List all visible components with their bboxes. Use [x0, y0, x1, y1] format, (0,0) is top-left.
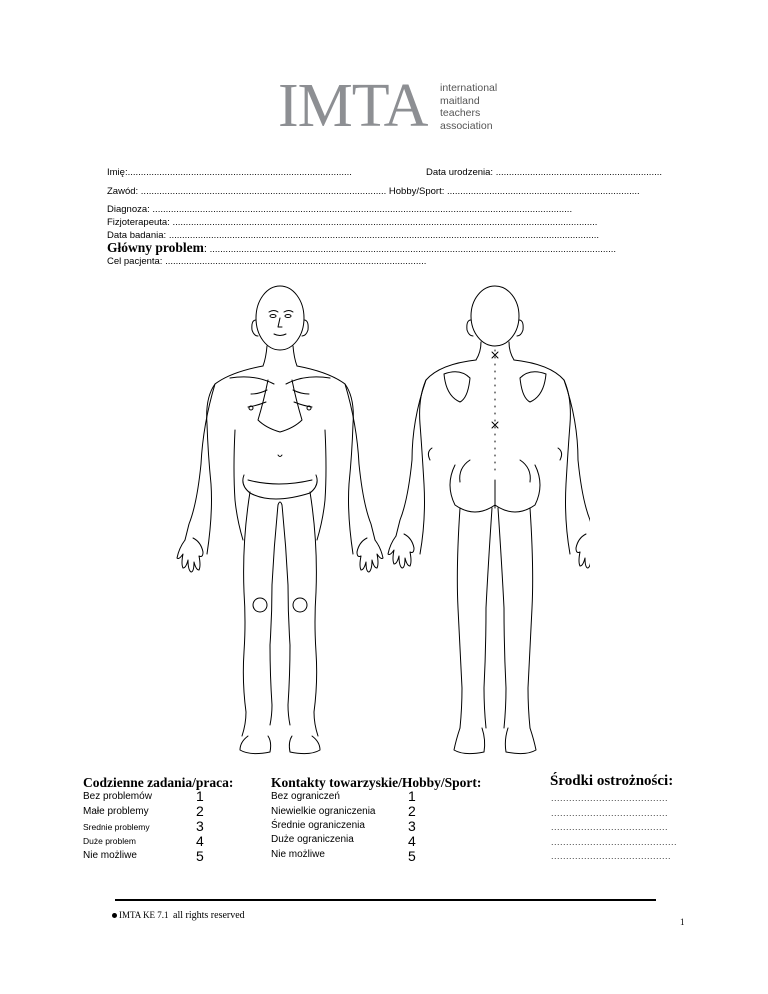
daily-score-5[interactable]: 5 — [196, 848, 204, 864]
occupation-row — [107, 186, 640, 198]
social-score-4[interactable]: 4 — [408, 833, 416, 849]
precaution-field[interactable]: .......................................... — [551, 837, 678, 847]
physio-row — [107, 217, 597, 229]
social-score-5[interactable]: 5 — [408, 848, 416, 864]
diagnosis-row — [107, 204, 572, 216]
precautions-title: Środki ostrożności: — [550, 773, 674, 789]
daily-row-label: Nie możliwe — [83, 850, 137, 861]
precaution-field[interactable]: ....................................... — [551, 822, 669, 832]
body-chart[interactable] — [170, 280, 590, 760]
page-number: 1 — [680, 917, 685, 927]
occupation-field[interactable]: ............................................................................................. — [140, 186, 387, 197]
exam-date-label: Data badania: — [107, 230, 167, 241]
exam-date-field[interactable]: ................................................................................................................................................................... — [168, 230, 600, 241]
daily-score-2[interactable]: 2 — [196, 803, 204, 819]
social-row-label: Niewielkie ograniczenia — [271, 806, 376, 817]
logo-subtitle — [440, 82, 497, 132]
precaution-field[interactable]: ....................................... — [551, 793, 669, 803]
footer-copyright — [112, 910, 245, 921]
main-problem-row: Główny problem: .......................................................................................................................................................... — [107, 240, 617, 255]
birthdate-row — [426, 167, 662, 179]
precaution-field[interactable]: ........................................ — [551, 851, 672, 861]
logo-subtitle-line: teachers — [440, 107, 481, 119]
footer-code: IMTA KE 7.1 — [119, 910, 169, 920]
birthdate-label: Data urodzenia: — [426, 167, 494, 178]
patient-goal-row — [107, 256, 426, 268]
hobby-label: Hobby/Sport: — [388, 186, 445, 197]
daily-tasks-title: Codzienne zadania/praca: — [83, 775, 234, 790]
social-score-2[interactable]: 2 — [408, 803, 416, 819]
bullet-icon — [112, 913, 117, 918]
daily-score-4[interactable]: 4 — [196, 833, 204, 849]
name-label: Imię: — [107, 167, 128, 178]
social-title: Kontakty towarzyskie/Hobby/Sport: — [271, 775, 482, 790]
diagnosis-label: Diagnoza: — [107, 204, 150, 215]
footer-rights: all rights reserved — [173, 910, 245, 921]
main-problem-label: Główny problem — [107, 240, 204, 255]
name-field[interactable]: ..................................................................................... — [127, 167, 352, 178]
social-row-label: Duże ograniczenia — [271, 834, 354, 845]
imta-logo — [278, 72, 518, 140]
birthdate-field[interactable]: ............................................................... — [495, 167, 663, 178]
logo-subtitle-line: international — [440, 82, 498, 94]
social-score-1[interactable]: 1 — [408, 788, 416, 804]
footer-divider — [115, 899, 656, 901]
logo-mark: IMTA — [278, 72, 428, 140]
social-row-label: Bez ograniczeń — [271, 791, 340, 802]
daily-row-label: Srednie problemy — [83, 822, 150, 832]
patient-goal-label: Cel pacjenta: — [107, 256, 163, 267]
patient-goal-field[interactable]: ................................................................................................... — [165, 256, 427, 267]
physio-label: Fizjoterapeuta: — [107, 217, 170, 228]
main-problem-field[interactable]: .......................................................................................................................................................... — [209, 244, 617, 255]
daily-score-1[interactable]: 1 — [196, 788, 204, 804]
diagnosis-field[interactable]: ............................................................................................................................................................... — [152, 204, 573, 215]
social-score-3[interactable]: 3 — [408, 818, 416, 834]
logo-subtitle-line: maitland — [440, 94, 480, 107]
social-row-label: Średnie ograniczenia — [271, 820, 365, 831]
occupation-label: Zawód: — [107, 186, 139, 197]
physio-field[interactable]: ................................................................................................................................................................. — [172, 217, 598, 228]
social-row-label: Nie możliwe — [271, 849, 325, 860]
hobby-field[interactable]: ......................................................................... — [447, 186, 640, 197]
daily-row-label: Duże problem — [83, 836, 136, 846]
daily-row-label: Bez problemów — [83, 791, 152, 802]
name-row — [107, 167, 352, 179]
back-body-figure[interactable] — [388, 286, 590, 754]
logo-subtitle-line: association — [440, 119, 493, 132]
front-body-figure[interactable] — [177, 286, 383, 754]
precaution-field[interactable]: ....................................... — [551, 808, 669, 818]
daily-score-3[interactable]: 3 — [196, 818, 204, 834]
daily-row-label: Małe problemy — [83, 806, 149, 817]
